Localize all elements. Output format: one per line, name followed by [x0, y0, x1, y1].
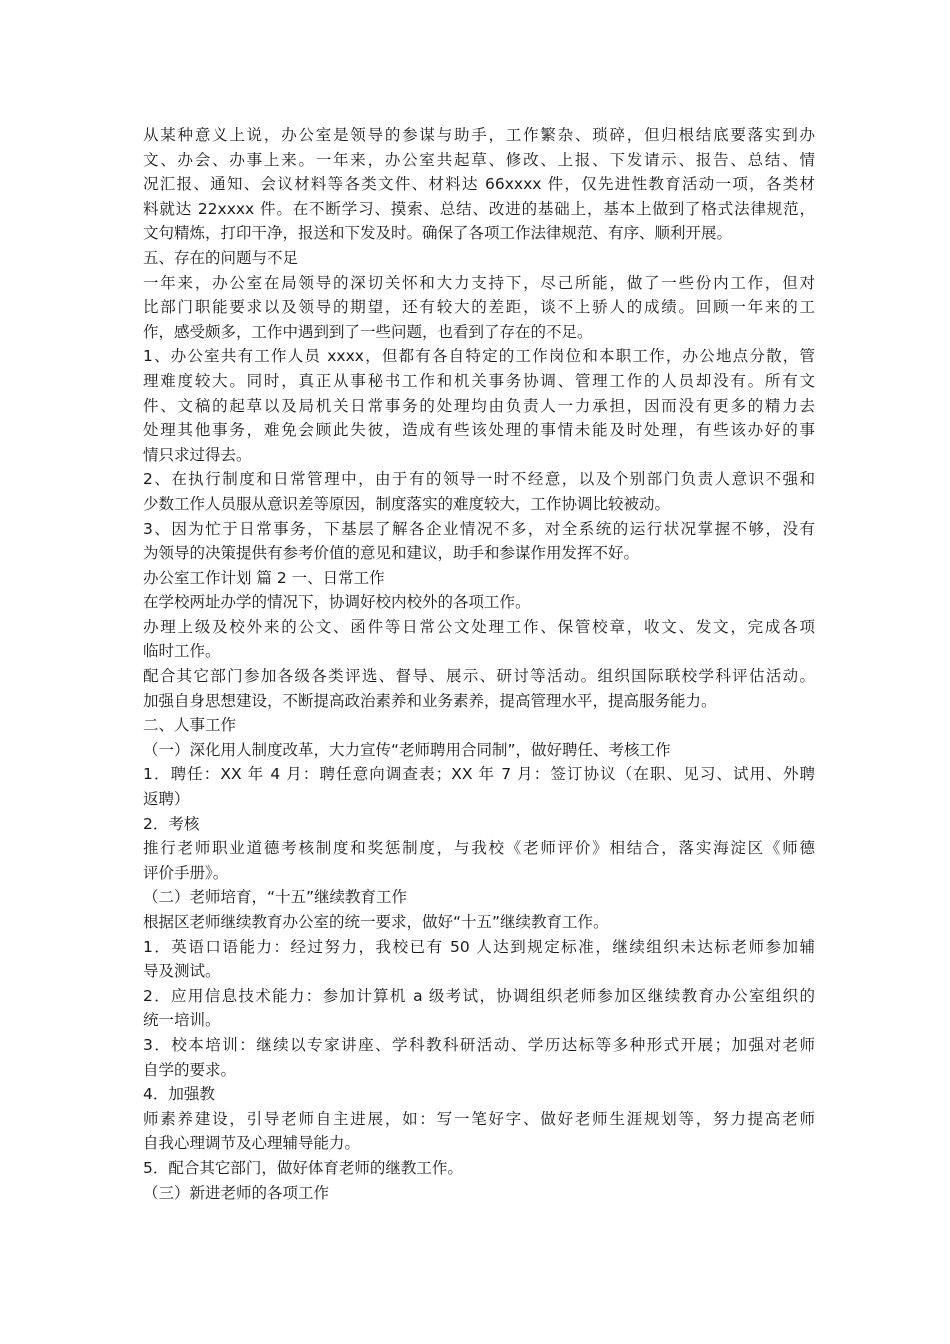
document-body — [143, 123, 815, 1205]
paragraph-line: 情只求过得去。 — [143, 445, 252, 464]
paragraph-line: 3、因为忙于日常事务，下基层了解各企业情况不多，对全系统的运行状况掌握不够，没有 — [143, 519, 815, 538]
paragraph-line: 自学的要求。 — [143, 1060, 237, 1079]
paragraph-line: 评价手册》。 — [143, 863, 229, 882]
paragraph-line: 自我心理调节及心理辅导能力。 — [143, 1134, 361, 1153]
paragraph-line: 文、办会、办事上来。一年来，办公室共起草、修改、上报、下发请示、报告、总结、情 — [143, 150, 815, 169]
section-heading: 五、存在的问题与不足 — [143, 248, 299, 267]
paragraph-line: 比部门职能要求以及领导的期望，还有较大的差距，谈不上骄人的成绩。回顾一年来的工 — [143, 298, 815, 317]
paragraph-line: 料就达 22xxxx 件。在不断学习、摸索、总结、改进的基础上，基本上做到了格式法律规范， — [143, 199, 815, 218]
paragraph-line: 文句精炼，打印干净，报送和下发及时。确保了各项工作法律规范、有序、顺利开展。 — [143, 224, 733, 243]
paragraph-line: 少数工作人员服从意识差等原因，制度落实的难度较大，工作协调比较被动。 — [143, 494, 671, 513]
list-item: 3．校本培训：继续以专家讲座、学科教科研活动、学历达标等多种形式开展；加强对老师 — [143, 1035, 815, 1054]
section-heading: 二、人事工作 — [143, 716, 237, 735]
section-heading: 办公室工作计划 篇 2 一、日常工作 — [143, 568, 385, 587]
paragraph-line: 推行老师职业道德考核制度和奖惩制度，与我校《老师评价》相结合，落实海淀区《师德 — [143, 839, 815, 858]
paragraph-line: 件、文稿的起草以及局机关日常事务的处理均由负责人一力承担，因而没有更多的精力去 — [143, 396, 815, 415]
paragraph-line: 理难度较大。同时，真正从事秘书工作和机关事务协调、管理工作的人员却没有。所有文 — [143, 371, 815, 390]
list-item: 1．英语口语能力：经过努力，我校已有 50 人达到规定标准，继续组织未达标老师参加辅 — [143, 937, 815, 956]
paragraph-line: 一年来，办公室在局领导的深切关怀和大力支持下，尽己所能，做了一些份内工作，但对 — [143, 273, 815, 292]
paragraph-line: 为领导的决策提供有参考价值的意见和建议，助手和参谋作用发挥不好。 — [143, 544, 640, 563]
paragraph-line: 加强自身思想建设，不断提高政治素养和业务素养，提高管理水平，提高服务能力。 — [143, 691, 717, 710]
subsection-heading: （三）新进老师的各项工作 — [143, 1183, 330, 1202]
paragraph-line: 作，感受颇多，工作中遇到到了一些问题，也看到了存在的不足。 — [143, 322, 593, 341]
list-item: 5．配合其它部门，做好体育老师的继教工作。 — [143, 1158, 463, 1177]
paragraph-line: 2、在执行制度和日常管理中，由于有的领导一时不经意，以及个别部门负责人意识不强和 — [143, 470, 815, 489]
paragraph-line: 导及测试。 — [143, 962, 221, 981]
paragraph-line: 在学校两址办学的情况下，协调好校内校外的各项工作。 — [143, 593, 531, 612]
list-item: 2．考核 — [143, 814, 200, 833]
list-item: 2．应用信息技术能力：参加计算机 a 级考试，协调组织老师参加区继续教育办公室组织的 — [143, 986, 815, 1005]
paragraph-line: 处理其他事务，难免会顾此失彼，造成有些该处理的事情未能及时处理，有些该办好的事 — [143, 421, 815, 440]
paragraph-line: 师素养建设，引导老师自主进展，如：写一笔好字、做好老师生涯规划等，努力提高老师 — [143, 1109, 815, 1128]
paragraph-line: 根据区老师继续教育办公室的统一要求，做好“十五”继续教育工作。 — [143, 913, 609, 931]
paragraph-line: 办理上级及校外来的公文、函件等日常公文处理工作、保管校章，收文、发文，完成各项 — [143, 617, 815, 636]
paragraph-line: 1．聘任：XX 年 4 月：聘任意向调查表；XX 年 7 月：签订协议（在职、见习、试用、外聘 — [143, 765, 815, 784]
subsection-heading: （二）老师培育，“十五”继续教育工作 — [143, 888, 408, 907]
paragraph-line: 1、办公室共有工作人员 xxxx，但都有各自特定的工作岗位和本职工作，办公地点分散，管 — [143, 347, 815, 366]
subsection-heading: （一）深化用人制度改革，大力宣传“老师聘用合同制”，做好聘任、考核工作 — [143, 740, 671, 759]
paragraph-line: 临时工作。 — [143, 642, 221, 661]
paragraph-line: 从某种意义上说，办公室是领导的参谋与助手，工作繁杂、琐碎，但归根结底要落实到办 — [143, 126, 815, 144]
list-item: 4．加强教 — [143, 1085, 215, 1104]
paragraph-line: 统一培训。 — [143, 1011, 221, 1030]
paragraph-line: 配合其它部门参加各级各类评选、督导、展示、研讨等活动。组织国际联校学科评估活动。 — [143, 667, 815, 686]
paragraph-line: 况汇报、通知、会议材料等各类文件、材料达 66xxxx 件，仅先进性教育活动一项，各类材 — [143, 175, 815, 194]
paragraph-line: 返聘） — [143, 790, 190, 809]
